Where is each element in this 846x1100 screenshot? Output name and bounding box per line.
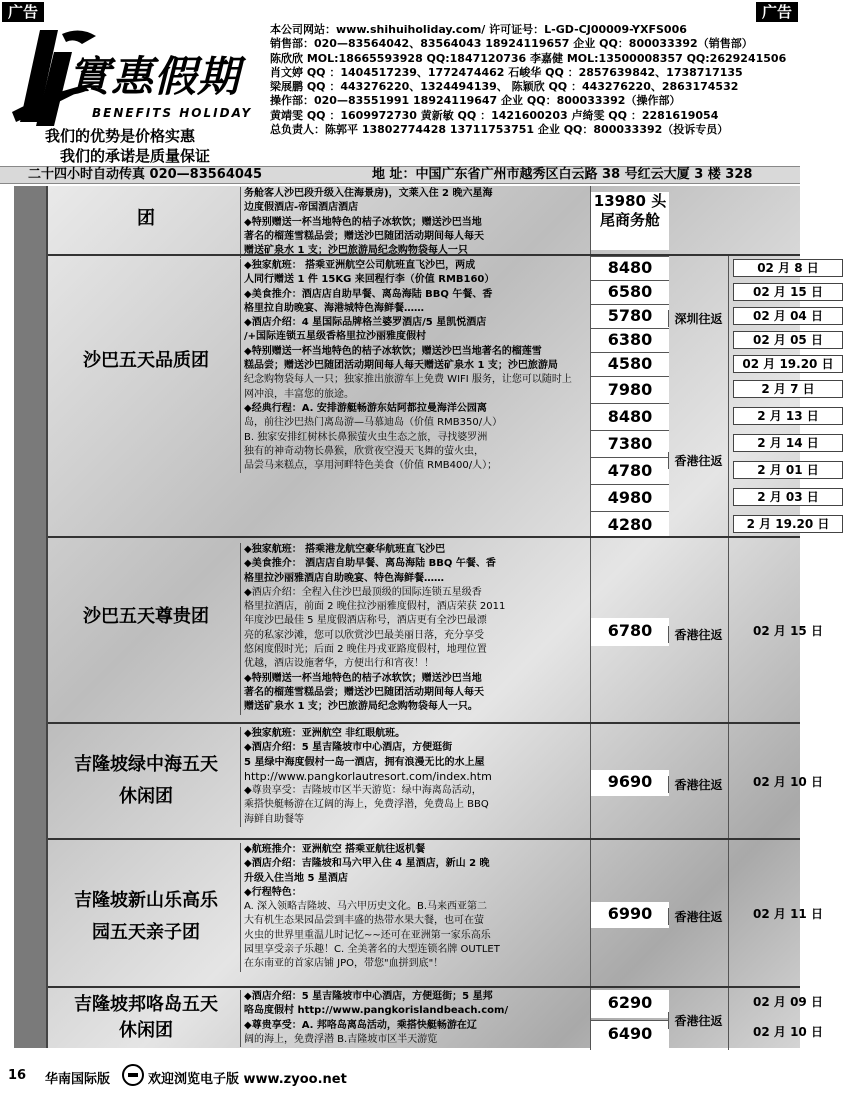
route-label: 香港往返 (668, 452, 728, 469)
date-cell: 2 月 14 日 (733, 434, 843, 452)
desc-line: 岛，前往沙巴热门离岛游—马慕迪岛（价值 RMB350/人） (244, 417, 503, 429)
desc-line: 务舱客人沙巴段升级入住海景房)，文莱入住 2 晚六星海 (244, 188, 493, 199)
price-column (590, 256, 668, 538)
tour-name: 沙巴五天尊贵团 (83, 606, 209, 627)
desc-line: 咯岛度假村 http://www.pangkorislandbeach.com/ (244, 1005, 509, 1017)
date-cell: 02 月 09 日 (753, 995, 823, 1009)
date-cell: 02 月 10 日 (753, 775, 823, 789)
desc-line: 阔的海上，免费浮潜 B.吉隆坡市区半天游览 (244, 1033, 438, 1045)
desc-line: 海鲜自助餐等 (244, 813, 304, 825)
contact-info (270, 23, 798, 137)
desc-line: 火虫的世界里重温儿时记忆~~还可在亚洲第一家乐高乐 (244, 929, 491, 941)
date-cell: 2 月 13 日 (733, 407, 843, 425)
date-cell: 02 月 19.20 日 (733, 355, 843, 373)
price-cell: 4980 (591, 484, 669, 511)
tour-description (240, 187, 590, 258)
desc-line: 5 星绿中海度假村一岛一酒店，拥有浪漫无比的水上屋 (244, 756, 485, 768)
desc-line: 赠送矿泉水 1 支；沙巴旅游局纪念购物袋每人一只。 (244, 701, 478, 713)
tour-name: 团 (137, 208, 155, 229)
desc-line: 优越，酒店设施奢华，方便出行和宵夜！！ (244, 658, 434, 670)
tour-section (48, 838, 823, 986)
desc-line: ◆酒店介绍：4 星国际品牌格兰婆罗酒店/5 星凯悦酒店 (244, 317, 487, 329)
price-cell: 6990 (591, 902, 669, 928)
date-cell: 2 月 7 日 (733, 380, 843, 398)
desc-line: ◆独家航班： 搭乘亚洲航空公司航班直飞沙巴，两成 (244, 260, 476, 271)
price-cell: 8480 (591, 403, 669, 430)
date-cell: 02 月 15 日 (753, 624, 823, 638)
desc-line: 悠闲度假时光；后面 2 晚住丹戎亚路度假村，地理位置 (244, 644, 487, 656)
tour-description (240, 259, 590, 473)
contact-line: 总负责人：陈郭平 13802774428 13711753751 企业 QQ：800033392（投诉专员） (270, 123, 729, 137)
price-cell: 8480 (591, 256, 669, 280)
tour-description (240, 843, 590, 972)
desc-line: 格里拉酒店，前面 2 晚住拉沙丽雅度假村，酒店荣获 2011 (244, 601, 506, 613)
price-column (590, 988, 668, 1050)
price-cell: 7980 (591, 376, 669, 403)
price-cell: 5780 (591, 304, 669, 328)
desc-line: 在东南亚的首家店铺 JPO，带您"血拼到底"！ (244, 958, 444, 970)
price-cell: 4580 (591, 352, 669, 376)
slogan-price: 我们的优势是价格实惠 (45, 127, 196, 145)
price-cell: 7380 (591, 430, 669, 457)
contact-line: 操作部：020—83551991 18924119647 企业 QQ：800033392（操作部） (270, 94, 681, 108)
desc-line: ◆特别赠送一杯当地特色的桔子冰软饮；赠送沙巴当地 (244, 672, 482, 684)
contact-line: 梁展鹏 QQ ：443276220、1324494139、 陈颖欣 QQ ：443276220、2863174532 (270, 80, 739, 94)
tour-name: 休闲团 (119, 1020, 173, 1041)
price-cell: 4280 (591, 511, 669, 538)
desc-line: ◆美食推介： 酒店店自助早餐、离岛海陆 BBQ 午餐、香 (244, 558, 496, 570)
desc-line: /+国际连锁五星级香格里拉沙丽雅度假村 (244, 331, 427, 343)
desc-line: 亮的私家沙滩，您可以欣赏沙巴最美丽日落，充分享受 (244, 629, 484, 641)
date-cell: 02 月 10 日 (753, 1025, 823, 1039)
side-stripe (14, 186, 48, 1048)
brand-name-en: BENEFITS HOLIDAY (92, 106, 253, 120)
date-cell: 02 月 04 日 (733, 307, 843, 325)
desc-line: ◆航班推介：亚洲航空 搭乘亚航往返机餐 (244, 844, 426, 855)
contact-line: 肖文婷 QQ ：1404517239、1772474462 石峻华 QQ ：2857639842、1738717135 (270, 65, 743, 79)
desc-line: A. 深入领略吉隆坡、马六甲历史文化。B.马来西亚第二 (244, 901, 488, 913)
address: 地 址：中国广东省广州市越秀区白云路 38 号红云大厦 3 楼 328 (372, 167, 753, 182)
tour-section (48, 186, 800, 257)
date-cell: 2 月 19.20 日 (733, 515, 843, 533)
route-label: 深圳往返 (668, 310, 728, 327)
desc-line: 糕品尝；赠送沙巴随团活动期间每人每天赠送矿泉水 1 支；沙巴旅游局 (244, 360, 558, 372)
ad-tag-left: 广告 (2, 2, 44, 22)
tour-name: 吉隆坡绿中海五天 (74, 754, 218, 775)
desc-line: ◆尊贵享受：A. 邦咯岛离岛活动，乘搭快艇畅游在辽 (244, 1019, 477, 1031)
date-cell: 2 月 03 日 (733, 488, 843, 506)
price-column (590, 840, 668, 988)
tour-section (48, 722, 823, 838)
route-label: 香港往返 (668, 776, 728, 793)
contact-line: 陈欣欣 MOL:18665593928 QQ:1847120736 李嘉健 MOL:13500008357 QQ:2629241506 (270, 51, 787, 65)
desc-line: 著名的榴莲雪糕品尝；赠送沙巴随团活动期间每人每天 (244, 686, 484, 698)
desc-line: 乘搭快艇畅游在辽阔的海上，免费浮潜，免费岛上 BBQ (244, 799, 489, 811)
tour-section (48, 536, 823, 722)
date-cell: 02 月 15 日 (733, 283, 843, 301)
ad-tag-right: 广告 (756, 2, 798, 22)
date-column (728, 840, 846, 988)
desc-line: 赠送矿泉水 1 支；沙巴旅游局纪念购物袋每人一只 (244, 245, 468, 257)
date-cell: 02 月 11 日 (753, 907, 823, 921)
price-column (590, 186, 668, 254)
desc-line: ◆酒店介绍：全程入住沙巴最顶级的国际连锁五星级香 (244, 586, 482, 598)
desc-line: ◆酒店介绍：5 星吉隆坡市中心酒店，方便逛街；5 星邦 (244, 991, 493, 1002)
header (0, 0, 800, 185)
desc-line: ◆美食推介：酒店店自助早餐、离岛海陆 BBQ 午餐、香 (244, 288, 493, 300)
contact-line: 销售部：020—83564042、83564043 18924119657 企业 QQ：800033392（销售部） (270, 37, 753, 51)
tour-name: 园五天亲子团 (92, 922, 200, 943)
price-cell: 4780 (591, 457, 669, 484)
tour-section (48, 254, 834, 536)
desc-line: 格里拉沙丽雅酒店自助晚宴、特色海鲜餐…… (244, 572, 444, 584)
desc-line: ◆行程特色： (244, 886, 302, 898)
date-column (728, 724, 846, 840)
desc-line: 格里拉自助晚宴、海港城特色海鲜餐…… (244, 302, 424, 314)
desc-line: 边度假酒店-帝国酒店酒店 (244, 202, 359, 214)
desc-line: ◆经典行程：A. 安排游艇畅游东姑阿都拉曼海洋公园离 (244, 402, 487, 414)
contact-line: 本公司网站：www.shihuiholiday.com/ 许可证号：L-GD-CJ00009-YXFS006 (270, 23, 687, 36)
brand-name-cn: 實惠假期 (68, 52, 241, 101)
desc-line: B. 独家安排红树林长鼻猴萤火虫生态之旅，寻找婆罗洲 (244, 431, 488, 443)
date-cell: 02 月 8 日 (733, 259, 843, 277)
e-edition-link[interactable]: 欢迎浏览电子版 www.zyoo.net (148, 1072, 347, 1087)
desc-line: 网冲浪，丰富您的旅途。 (244, 388, 354, 400)
desc-line: ◆尊贵享受：吉隆坡市区半天游览：绿中海离岛活动， (244, 785, 482, 797)
date-cell: 2 月 01 日 (733, 461, 843, 479)
desc-line: 年度沙巴最佳 5 星度假酒店称号，酒店更有全沙巴最漂 (244, 615, 487, 627)
date-cell: 02 月 05 日 (733, 331, 843, 349)
desc-line: 纪念购物袋每人一只；独家推出旅游车上免费 WIFI 服务，让您可以随时上 (244, 374, 572, 386)
route-label: 香港往返 (668, 1012, 728, 1029)
tour-name: 休闲团 (119, 786, 173, 807)
price-cell: 6490 (591, 1020, 669, 1048)
desc-line: ◆独家航班：亚洲航空 非红眼航班。 (244, 728, 406, 739)
tour-section (48, 986, 823, 1048)
tour-description (240, 727, 590, 827)
publication-name: 华南国际版 (45, 1072, 111, 1087)
resort-link[interactable]: http://www.pangkorlautresort.com/index.htm (244, 769, 492, 783)
price-cell: 6780 (591, 618, 669, 646)
price-cell: 6380 (591, 328, 669, 352)
price-column (590, 538, 668, 724)
price-cell: 13980 头尾商务舱 (591, 192, 669, 250)
tour-name: 沙巴五天品质团 (83, 350, 209, 371)
desc-line: 大有机生态果园品尝到丰盛的热带水果大餐，也可在萤 (244, 915, 484, 927)
route-label: 香港往返 (668, 908, 728, 925)
slogan-quality: 我们的承诺是质量保证 (60, 147, 211, 165)
desc-line: 园里享受亲子乐趣！C. 全美著名的大型连锁名牌 OUTLET (244, 944, 500, 956)
date-column (728, 988, 846, 1050)
fax-number: 二十四小时自动传真 020—83564045 (28, 167, 263, 182)
date-column (728, 538, 846, 724)
route-label: 香港往返 (668, 626, 728, 643)
desc-line: ◆特别赠送一杯当地特色的桔子冰软饮；赠送沙巴当地 (244, 216, 482, 228)
desc-line: ◆独家航班： 搭乘港龙航空豪华航班直飞沙巴 (244, 544, 446, 555)
fax-bar (0, 166, 800, 184)
contact-line: 黄靖雯 QQ ：1609972730 黄新敏 QQ ：1421600203 卢绮雯 QQ ：2281619054 (270, 108, 719, 122)
publication-logo-icon (122, 1064, 144, 1090)
tour-description (240, 990, 590, 1047)
desc-line: 升级入住当地 5 星酒店 (244, 872, 348, 884)
price-cell: 6290 (591, 990, 669, 1018)
desc-line: ◆特别赠送一杯当地特色的桔子冰软饮；赠送沙巴当地著名的榴莲雪 (244, 345, 542, 357)
footer (0, 1056, 800, 1100)
brand-logo (10, 22, 265, 134)
desc-line: 著名的榴莲雪糕品尝；赠送沙巴随团活动期间每人每天 (244, 230, 484, 242)
desc-line: ◆酒店介绍：5 星吉隆坡市中心酒店，方便逛街 (244, 742, 453, 754)
date-column (728, 256, 846, 538)
price-cell: 6580 (591, 280, 669, 304)
desc-line: 品尝马来糕点，享用河畔特色美食（价值 RMB400/人）； (244, 460, 498, 472)
desc-line: 人同行赠送 1 件 15KG 来回程行李（价值 RMB160） (244, 274, 495, 286)
tour-name: 吉隆坡新山乐高乐 (74, 890, 218, 911)
tour-name: 吉隆坡邦咯岛五天 (74, 994, 218, 1015)
desc-line: ◆酒店介绍：吉隆坡和马六甲入住 4 星酒店，新山 2 晚 (244, 858, 490, 870)
desc-line: 独有的神奇动物长鼻猴，欣赏夜空漫天飞舞的萤火虫， (244, 445, 484, 457)
price-column (590, 724, 668, 840)
tour-description (240, 543, 590, 715)
page-number: 16 (8, 1068, 27, 1083)
price-cell: 9690 (591, 770, 669, 796)
